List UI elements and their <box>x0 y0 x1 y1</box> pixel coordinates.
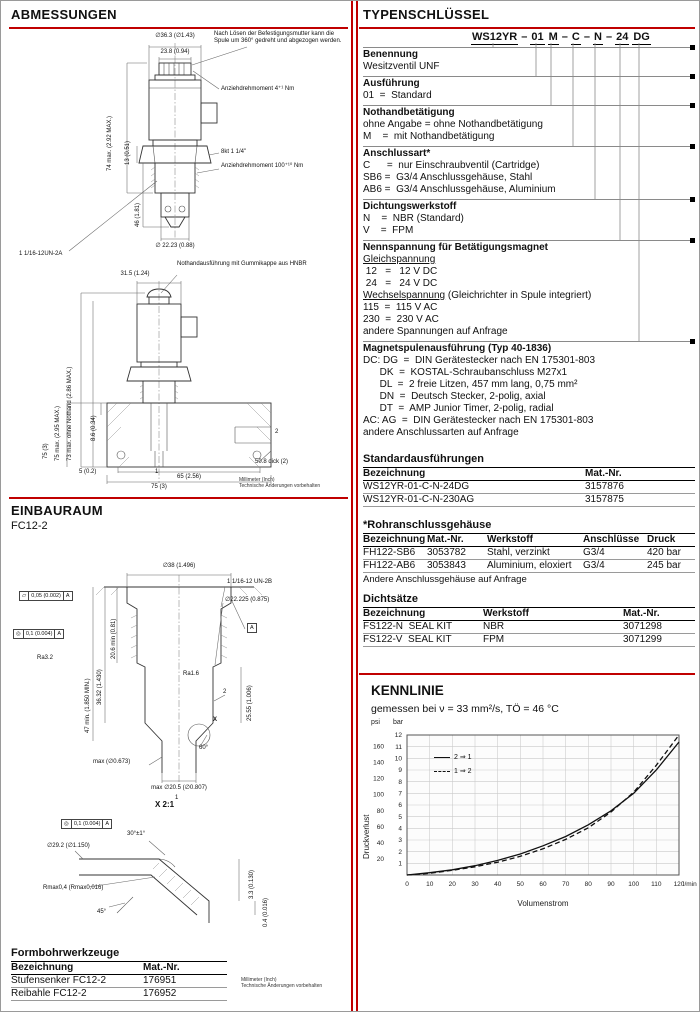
gdt-frame-2 <box>13 629 64 639</box>
connector-square <box>690 339 695 344</box>
cell: FS122-V SEAL KIT <box>363 634 452 645</box>
dim-torque-nut: Anziehdrehmoment 4⁺¹ Nm <box>221 86 295 92</box>
table-header-row <box>363 468 695 481</box>
table-row <box>363 481 695 494</box>
svg-text:30: 30 <box>471 881 479 888</box>
x-axis-label: Volumenstrom <box>517 899 569 908</box>
column-separator-line-1 <box>351 1 353 1012</box>
dichtsaetze-table <box>363 593 695 647</box>
ts-line: C = nur Einschraubventil (Cartridge) <box>363 160 540 171</box>
col-header: Bezeichnung <box>363 608 426 619</box>
cell: G3/4 <box>583 547 605 558</box>
svg-text:60: 60 <box>376 823 384 831</box>
dim-d2555: 25.55 (1.006) <box>247 685 253 721</box>
cell: 3071298 <box>623 621 662 632</box>
ts-note: andere Anschlussarten auf Anfrage <box>363 427 519 438</box>
dim-h73max: 73 max. ohne Nothand (2.86 MAX.) <box>67 366 73 461</box>
einbauraum-rule <box>9 497 348 499</box>
col-header: Bezeichnung <box>363 468 426 479</box>
cavity-port1-label: 1 <box>175 795 179 801</box>
ts-line: ohne Angabe = ohne Nothandbetätigung <box>363 119 543 130</box>
cell-matnr: 176951 <box>143 975 177 986</box>
note-spule: Nach Lösen der Befestigungsmutter kann die Spule um 360° gedreht und abgezogen werden. <box>214 31 342 44</box>
gdt2-symbol: ◎ <box>14 630 24 638</box>
svg-text:80: 80 <box>376 807 384 815</box>
dimension-drawing <box>9 31 349 493</box>
note-nothand: Nothandausführung mit Gummikappe aus HNBR <box>177 261 307 267</box>
legend-label: 2 ⇒ 1 <box>454 754 472 761</box>
dim-thread-2b: 1 1/16-12 UN-2B <box>227 579 273 585</box>
ts-line: M = mit Nothandbetätigung <box>363 131 495 142</box>
table-row <box>11 988 227 1001</box>
standard-title: Standardausführungen <box>363 453 695 468</box>
ts-line: N = NBR (Standard) <box>363 213 464 224</box>
svg-text:80: 80 <box>584 881 592 888</box>
dim-d04: 0.4 (0.016) <box>263 897 269 927</box>
dim-d206: 20.6 min (0.81) <box>111 618 117 659</box>
svg-text:5: 5 <box>398 813 402 821</box>
ts-line: 24 = 24 V DC <box>363 278 438 289</box>
port2-label: 2 <box>275 429 279 435</box>
cavity-drawing <box>9 537 349 941</box>
table-header-row <box>363 534 695 547</box>
col-header: Druck <box>647 534 676 545</box>
cell: FS122-N SEAL KIT <box>363 621 453 632</box>
cavity-port2-label: 2 <box>223 689 227 695</box>
code-token-ausfuehrung: 01 <box>531 31 544 43</box>
ts-heading: Benennung <box>363 49 418 60</box>
ts-section-magnetspule <box>363 341 693 442</box>
svg-text:1: 1 <box>398 860 402 868</box>
svg-text:140: 140 <box>373 759 384 767</box>
gdt3-symbol: ◎ <box>62 820 72 828</box>
ts-heading: Ausführung <box>363 78 420 89</box>
svg-text:3: 3 <box>398 837 402 845</box>
cell: FH122-AB6 <box>363 560 416 571</box>
col-header: Mat.-Nr. <box>623 608 660 619</box>
detail-title: X 2:1 <box>155 800 175 809</box>
standardausfuehrungen-table <box>363 453 695 507</box>
table-row <box>363 494 695 507</box>
ts-section-anschlussart <box>363 146 693 199</box>
svg-text:6: 6 <box>398 802 402 810</box>
dim-h46: 46 (1.81) <box>135 202 141 227</box>
gdt3-value: 0,1 (0.004) <box>72 820 104 828</box>
code-token-nothand: M <box>548 31 558 43</box>
cell: 3071299 <box>623 634 662 645</box>
ts-line: V = FPM <box>363 225 414 236</box>
svg-text:l/min: l/min <box>683 881 697 888</box>
svg-text:70: 70 <box>562 881 570 888</box>
cell: FPM <box>483 634 505 645</box>
cell: 3157875 <box>585 494 624 505</box>
ts-subheading-dc: Gleichspannung <box>363 254 436 265</box>
cell: 245 bar <box>647 560 681 571</box>
code-token-dichtung: N <box>594 31 602 43</box>
ts-line: DN = Deutsch Stecker, 2-polig, axial <box>363 391 546 402</box>
svg-text:2: 2 <box>398 848 402 856</box>
svg-text:50: 50 <box>516 881 524 888</box>
ts-section-dichtungswerkstoff <box>363 199 693 240</box>
col-header: Werkstoff <box>487 534 533 545</box>
kennlinie-rule <box>359 673 695 675</box>
solid-line-sample <box>434 757 450 758</box>
col-header: Bezeichnung <box>363 534 426 545</box>
ts-line: 12 = 12 V DC <box>363 266 438 277</box>
gdt3-datum: A <box>105 821 110 827</box>
dim-block-thick: 50.8 dick (2) <box>255 459 289 465</box>
ts-subheading-ac <box>363 290 693 302</box>
typenschluessel-sections <box>363 47 693 442</box>
code-token-series: WS12YR <box>472 31 518 43</box>
cell: 420 bar <box>647 547 681 558</box>
dim-a60: 60° <box>199 745 209 751</box>
dim-dia292: ∅29.2 (∅1.150) <box>47 843 90 849</box>
cell: WS12YR-01-C-N-230AG <box>363 494 475 505</box>
cell: WS12YR-01-C-N-24DG <box>363 481 470 492</box>
rohr-note: Andere Anschlussgehäuse auf Anfrage <box>363 574 527 585</box>
rohranschlussgehaeuse-table <box>363 519 695 586</box>
svg-text:4: 4 <box>398 825 402 833</box>
y-axis-unit-bar: bar <box>393 719 404 726</box>
svg-text:12: 12 <box>394 732 402 740</box>
column-separator-line-2 <box>356 1 358 1012</box>
table-row <box>363 621 695 634</box>
cell: 3157876 <box>585 481 624 492</box>
ts-section-nennspannung <box>363 240 693 341</box>
gdt2-datum: A <box>57 631 62 637</box>
ts-line: 230 = 230 V AC <box>363 314 439 325</box>
gdt-frame-3 <box>61 819 112 829</box>
col-header-bezeichnung: Bezeichnung <box>11 962 74 973</box>
table-row <box>363 547 695 560</box>
table-header-row <box>11 962 227 975</box>
svg-text:120: 120 <box>673 881 685 888</box>
datum-a-flag <box>247 623 257 633</box>
ts-heading: Anschlussart* <box>363 148 431 159</box>
code-dash: – <box>521 31 528 43</box>
gdt1-datum: A <box>65 593 70 599</box>
units-note-line1: Millimeter (Inch) <box>239 477 275 483</box>
ts-section-benennung <box>363 47 693 76</box>
svg-text:100: 100 <box>628 881 640 888</box>
dim-h74: 74 max. (2.92 MAX.) <box>107 115 113 171</box>
svg-text:20: 20 <box>448 881 456 888</box>
dim-w65: 65 (2.56) <box>176 474 201 480</box>
ac-suffix: (Gleichrichter in Spule integriert) <box>445 290 592 301</box>
legend-item-1to2 <box>434 767 472 775</box>
cell-matnr: 176952 <box>143 988 177 999</box>
ts-line: AB6 = G3/4 Anschlussgehäuse, Aluminium <box>363 184 556 195</box>
connector-square <box>690 144 695 149</box>
dim-thread: 1 1/16-12UN-2A <box>19 251 63 257</box>
section-title-einbauraum: EINBAURAUM <box>11 503 103 518</box>
dim-h75: 75 (3) <box>43 443 49 459</box>
dim-d3632: 36.32 (1.430) <box>97 669 103 705</box>
ts-line: DL = 2 freie Litzen, 457 mm lang, 0,75 mm² <box>363 379 578 390</box>
kennlinie-title: KENNLINIE <box>371 683 444 698</box>
dim-dia-tip: ∅ 22.23 (0.88) <box>155 243 195 249</box>
ts-heading: Dichtungswerkstoff <box>363 201 457 212</box>
units-note2-line1: Millimeter (Inch) <box>241 977 277 983</box>
ts-line: DK = KOSTAL-Schraubanschluss M27x1 <box>363 367 568 378</box>
dim-torque-body: Anziehdrehmoment 100⁺¹⁰ Nm <box>221 163 304 169</box>
gdt1-symbol: ▱ <box>20 592 29 600</box>
svg-text:10: 10 <box>394 755 402 763</box>
dim-dia22225: ∅22.225 (0.875) <box>225 597 270 603</box>
surface-ra32: Ra3.2 <box>37 655 54 661</box>
dim-a45: 45° <box>97 909 107 915</box>
port1-label: 1 <box>155 469 159 475</box>
einbauraum-subtitle: FC12-2 <box>11 520 48 532</box>
dim-d47: 47 min. (1.850 MIN.) <box>85 678 91 733</box>
cell: G3/4 <box>583 560 605 571</box>
detail-x-marker: X <box>213 717 218 723</box>
section-title-typenschluessel: TYPENSCHLÜSSEL <box>363 7 490 22</box>
dim-a30: 30°±1° <box>127 831 146 837</box>
code-token-spule: DG <box>633 31 650 43</box>
dim-h75max: 75 max. (2.95 MAX.) <box>55 405 61 461</box>
gdt1-value: 0,05 (0.002) <box>29 592 64 600</box>
dim-dia-coil: ∅36.3 (∅1.43) <box>155 33 195 39</box>
code-token-anschluss: C <box>571 31 580 43</box>
dashed-line-sample <box>434 771 450 772</box>
svg-text:60: 60 <box>539 881 547 888</box>
ts-heading: Nennspannung für Betätigungsmagnet <box>363 242 548 253</box>
svg-text:120: 120 <box>373 775 384 783</box>
cell-bezeichnung: Stufensenker FC12-2 <box>11 975 107 986</box>
code-dash: – <box>605 31 613 43</box>
connector-square <box>690 238 695 243</box>
code-dash: – <box>583 31 590 43</box>
connector-square <box>690 45 695 50</box>
ts-line: 01 = Standard <box>363 90 432 101</box>
code-dash: – <box>561 31 568 43</box>
svg-text:160: 160 <box>373 743 384 751</box>
kennlinie-chart <box>359 729 697 891</box>
abmessungen-rule <box>9 27 348 29</box>
rohr-title: *Rohranschlussgehäuse <box>363 519 695 534</box>
gdt2-value: 0,1 (0.004) <box>24 630 56 638</box>
surface-ra16: Ra1.6 <box>183 671 200 677</box>
gdt-frame-1 <box>19 591 73 601</box>
ts-line: Wesitzventil UNF <box>363 61 440 72</box>
dim-hex: 8kt 1 1/4" <box>221 149 247 155</box>
svg-text:100: 100 <box>373 791 384 799</box>
code-token-spannung: 24 <box>616 31 629 43</box>
connector-square <box>690 197 695 202</box>
dim-d33: 3.3 (0.130) <box>249 869 255 899</box>
connector-square <box>690 74 695 79</box>
table-row <box>363 634 695 647</box>
cell-bezeichnung: Reibahle FC12-2 <box>11 988 87 999</box>
ts-heading: Magnetspulenausführung (Typ 40-1836) <box>363 343 552 354</box>
cell: Aluminium, eloxiert <box>487 560 572 571</box>
legend-label: 1 ⇒ 2 <box>454 768 472 775</box>
legend-item-2to1 <box>434 753 472 761</box>
section-title-abmessungen: ABMESSUNGEN <box>11 7 117 22</box>
table-row <box>11 975 227 988</box>
dicht-title: Dichtsätze <box>363 593 695 608</box>
table-header-row <box>363 608 695 621</box>
svg-text:11: 11 <box>395 743 402 751</box>
dim-w315: 31.5 (1.24) <box>120 271 150 277</box>
ts-note: andere Spannungen auf Anfrage <box>363 326 508 337</box>
svg-text:110: 110 <box>651 881 662 888</box>
ac-title: Wechselspannung <box>363 290 446 301</box>
ts-section-ausfuehrung <box>363 76 693 105</box>
dim-h86: 8.6 (0.34) <box>91 415 97 441</box>
dim-rmax: Rmax0,4 (Rmax0,016) <box>43 885 104 891</box>
col-header: Anschlüsse <box>583 534 640 545</box>
ts-line: 115 = 115 V AC <box>363 302 438 313</box>
units-note2-line2: Technische Änderungen vorbehalten <box>241 983 323 989</box>
cell: NBR <box>483 621 505 632</box>
cell: Stahl, verzinkt <box>487 547 550 558</box>
svg-text:40: 40 <box>494 881 502 888</box>
connector-square <box>690 103 695 108</box>
col-header-matnr: Mat.-Nr. <box>143 962 180 973</box>
dim-w238: 23.8 (0.94) <box>160 49 190 55</box>
ts-line: DC: DG = DIN Gerätestecker nach EN 175301-803 <box>363 355 596 366</box>
y-axis-label: Druckverlust <box>362 814 371 859</box>
dim-h5: 5 (0.2) <box>79 469 97 475</box>
y-axis-unit-psi: psi <box>371 719 380 726</box>
ts-section-nothandbetaetigung <box>363 105 693 146</box>
svg-text:7: 7 <box>398 790 402 798</box>
dim-dmax205: max ∅20.5 (∅0.807) <box>151 785 207 791</box>
formbohrwerkzeuge-table <box>11 947 227 1001</box>
formbohrwerkzeuge-title: Formbohrwerkzeuge <box>11 947 227 962</box>
col-header: Werkstoff <box>483 608 529 619</box>
svg-text:9: 9 <box>398 767 402 775</box>
table-row <box>363 560 695 573</box>
ts-line: AC: AG = DIN Gerätestecker nach EN 175301-803 <box>363 415 594 426</box>
svg-text:10: 10 <box>426 881 434 888</box>
svg-text:40: 40 <box>376 840 384 847</box>
datum-a-label: A <box>250 625 254 631</box>
dim-dia38: ∅38 (1.496) <box>162 563 196 569</box>
svg-text:20: 20 <box>376 856 384 864</box>
cell: 3053843 <box>427 560 466 571</box>
kennlinie-block <box>359 673 697 963</box>
svg-text:0: 0 <box>405 881 409 888</box>
col-header: Mat.-Nr. <box>427 534 464 545</box>
dim-h13: 13 (0.51) <box>125 140 131 165</box>
cell: 3053782 <box>427 547 466 558</box>
ts-heading: Nothandbetätigung <box>363 107 455 118</box>
col-header: Mat.-Nr. <box>585 468 622 479</box>
svg-text:90: 90 <box>607 881 615 888</box>
kennlinie-subtitle: gemessen bei ν = 33 mm²/s, TÖ = 46 °C <box>371 703 559 715</box>
dim-w75: 75 (3) <box>151 484 167 490</box>
ts-line: SB6 = G3/4 Anschlussgehäuse, Stahl <box>363 172 533 183</box>
cell: FH122-SB6 <box>363 547 416 558</box>
svg-text:8: 8 <box>398 778 402 786</box>
ts-line: DT = AMP Junior Timer, 2-polig, radial <box>363 403 554 414</box>
dim-dmax673: max (∅0.673) <box>93 759 131 765</box>
units-note-line2: Technische Änderungen vorbehalten <box>239 483 321 489</box>
